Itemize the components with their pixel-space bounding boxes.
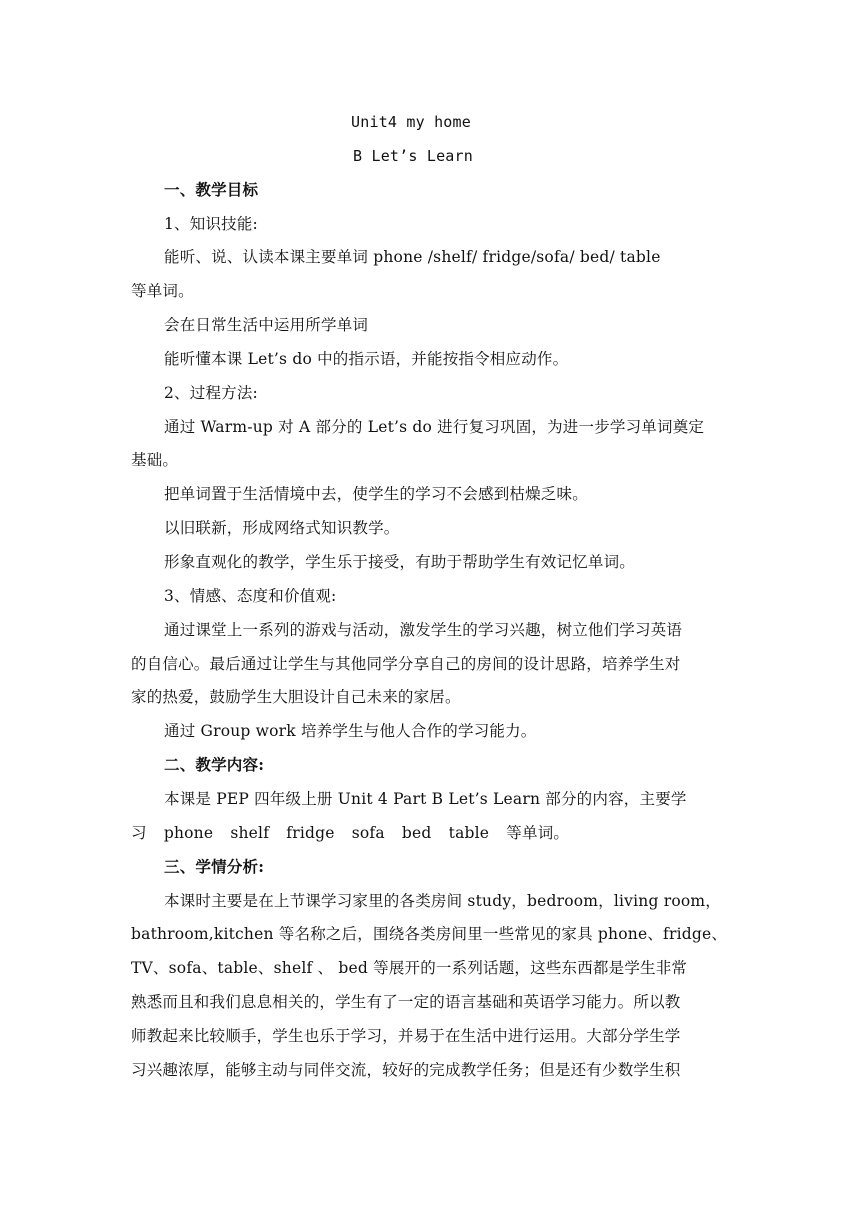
subheading-process: 2、过程方法:: [164, 384, 258, 402]
paragraph-line: 师教起来比较顺手，学生也乐于学习，并易于在生活中进行运用。大部分学生学: [131, 1027, 681, 1045]
paragraph-line: bathroom,kitchen 等名称之后，围绕各类房间里一些常见的家具 phone、fridge、: [131, 925, 728, 943]
paragraph-line: 把单词置于生活情境中去，使学生的学习不会感到枯燥乏味。: [164, 485, 588, 503]
paragraph-line: 通过 Warm-up 对 A 部分的 Let’s do 进行复习巩固，为进一步学习单词奠定: [164, 418, 705, 436]
paragraph-line: 通过课堂上一系列的游戏与活动，激发学生的学习兴趣，树立他们学习英语: [164, 621, 683, 639]
paragraph-line: 本课时主要是在上节课学习家里的各类房间 study，bedroom，living room，: [164, 892, 721, 910]
paragraph-line: 熟悉而且和我们息息相关的，学生有了一定的语言基础和英语学习能力。所以教: [131, 993, 681, 1011]
paragraph-line: 家的热爱，鼓励学生大胆设计自己未来的家居。: [131, 688, 461, 706]
paragraph-line: 能听、说、认读本课主要单词 phone /shelf/ fridge/sofa/ bed/ table: [164, 248, 661, 266]
paragraph-line: 本课是 PEP 四年级上册 Unit 4 Part B Let’s Learn 部分的内容，主要学: [164, 790, 687, 808]
paragraph-line: 习 phone shelf fridge sofa bed table 等单词。: [131, 824, 570, 842]
section-heading-objectives: 一、教学目标: [164, 180, 259, 199]
paragraph-line: 能听懂本课 Let’s do 中的指示语，并能按指令相应动作。: [164, 350, 569, 368]
paragraph-line: 基础。: [131, 451, 179, 469]
section-heading-analysis: 三、学情分析:: [164, 857, 265, 876]
paragraph-line: 通过 Group work 培养学生与他人合作的学习能力。: [164, 722, 537, 740]
section-heading-content: 二、教学内容:: [164, 755, 265, 774]
paragraph-line: 习兴趣浓厚，能够主动与同伴交流，较好的完成教学任务；但是还有少数学生积: [131, 1061, 681, 1079]
paragraph-line: TV、sofa、table、shelf 、 bed 等展开的一系列话题，这些东西都是学生非常: [131, 959, 688, 977]
paragraph-line: 等单词。: [131, 282, 194, 300]
paragraph-line: 以旧联新，形成网络式知识教学。: [164, 519, 400, 537]
title-line-1: Unit4 my home: [351, 113, 471, 131]
paragraph-line: 会在日常生活中运用所学单词: [164, 316, 369, 334]
paragraph-line: 形象直观化的教学，学生乐于接受，有助于帮助学生有效记忆单词。: [164, 553, 636, 571]
title-line-2: B Let’s Learn: [353, 147, 473, 165]
subheading-attitude: 3、情感、态度和价值观:: [164, 587, 337, 605]
subheading-knowledge: 1、知识技能:: [164, 215, 258, 233]
paragraph-line: 的自信心。最后通过让学生与其他同学分享自己的房间的设计思路，培养学生对: [131, 655, 681, 673]
